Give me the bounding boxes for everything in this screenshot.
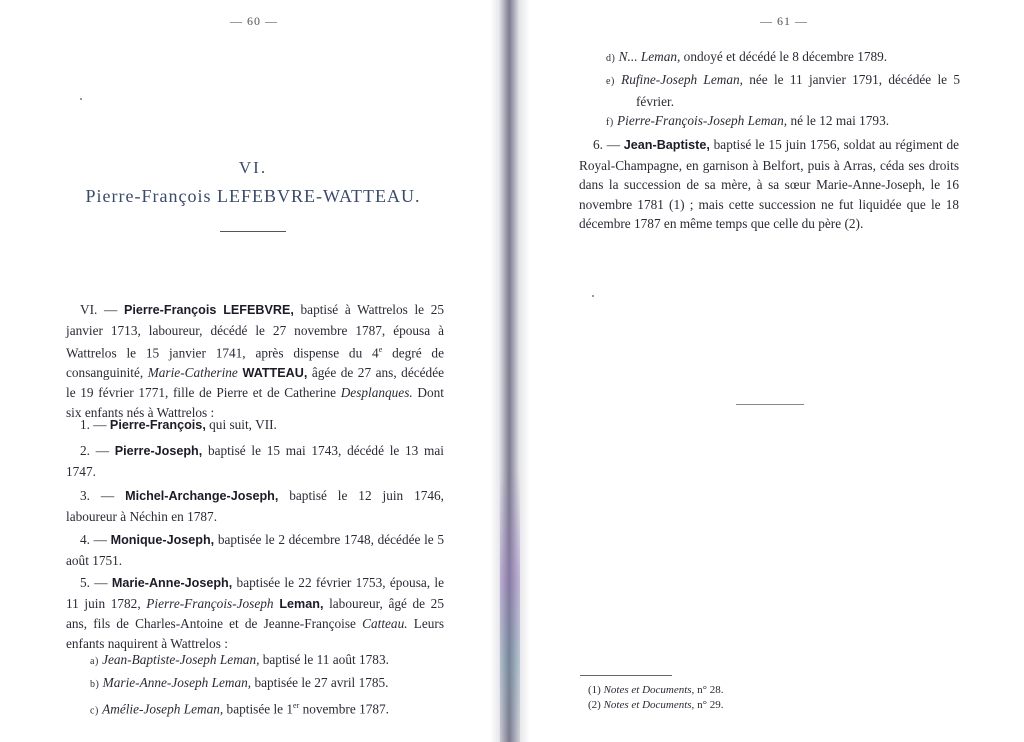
grandchild-entry-a: a) Jean-Baptiste-Joseph Leman, baptisé le 11 août 1783. bbox=[90, 652, 389, 667]
left-page bbox=[0, 0, 500, 742]
grandchild-entry-c: c) Amélie-Joseph Leman, baptisée le 1er novembre 1787. bbox=[90, 701, 389, 717]
child-entry-2: 2. — Pierre-Joseph, baptisé le 15 mai 1743, décédé le 13 mai 1747. bbox=[66, 443, 444, 479]
child-entry-1: 1. — Pierre-François, qui suit, VII. bbox=[80, 417, 277, 432]
intro-paragraph: VI. — Pierre-François LEFEBVRE, baptisé à Wattrelos le 25 janvier 1713, laboureur, décédé le 27 novembre 1787, épousa à Wattrelos le 15 janvier 1741, après dispense du 4e degré de consanguinité, Marie-Catherine WATTEAU, âgée de 27 ans, décédée le 19 février 1771, fille de Pierre et de Catherine Desplanques. Dont six enfants nés à Wattrelos : bbox=[66, 302, 445, 420]
paper-speck bbox=[592, 295, 594, 297]
child-entry-6: 6. — Jean-Baptiste, baptisé le 15 juin 1756, soldat au régiment de Royal-Champagne, en garnison à Belfort, puis à Arras, céda ses droits dans la succession de sa mère, à sa sœur Marie-Anne-Joseph, le 16 novembre 1781 (1) ; mais cette succession ne fut liquidée que le 18 décembre 1787 en même temps que celle du père (2). bbox=[579, 137, 960, 231]
page-number-left: — 60 — bbox=[230, 14, 278, 28]
grandchild-entry-e: e) Rufine-Joseph Leman, née le 11 janvier 1791, décédée le 5 février. bbox=[606, 72, 960, 109]
grandchild-entry-f: f) Pierre-François-Joseph Leman, né le 12 mai 1793. bbox=[606, 113, 890, 128]
footnote-1: (1) Notes et Documents, n° 28. bbox=[588, 684, 724, 696]
footnote-separator bbox=[580, 675, 672, 676]
chapter-title: Pierre-François LEFEBVRE-WATTEAU. bbox=[85, 186, 421, 206]
child-entry-4: 4. — Monique-Joseph, baptisée le 2 décembre 1748, décédée le 5 août 1751. bbox=[66, 532, 444, 568]
right-page bbox=[512, 0, 1024, 742]
title-divider bbox=[220, 231, 286, 232]
chapter-number: VI. bbox=[238, 158, 268, 177]
grandchild-entry-d: d) N... Leman, ondoyé et décédé le 8 décembre 1789. bbox=[606, 49, 888, 64]
footnote-2: (2) Notes et Documents, n° 29. bbox=[588, 699, 724, 711]
child-entry-5: 5. — Marie-Anne-Joseph, baptisée le 22 février 1753, épousa, le 11 juin 1782, Pierre-François-Joseph Leman, laboureur, âgé de 25 ans, fils de Charles-Antoine et de Jeanne-Françoise Catteau. Leurs enfants naquirent à Wattrelos : bbox=[66, 575, 444, 651]
page-number-right: — 61 — bbox=[760, 14, 808, 28]
child-entry-3: 3. — Michel-Archange-Joseph, baptisé le 12 juin 1746, laboureur à Néchin en 1787. bbox=[66, 488, 445, 524]
grandchild-entry-b: b) Marie-Anne-Joseph Leman, baptisée le 27 avril 1785. bbox=[90, 675, 389, 690]
end-divider bbox=[736, 404, 804, 405]
paper-speck bbox=[80, 98, 82, 100]
